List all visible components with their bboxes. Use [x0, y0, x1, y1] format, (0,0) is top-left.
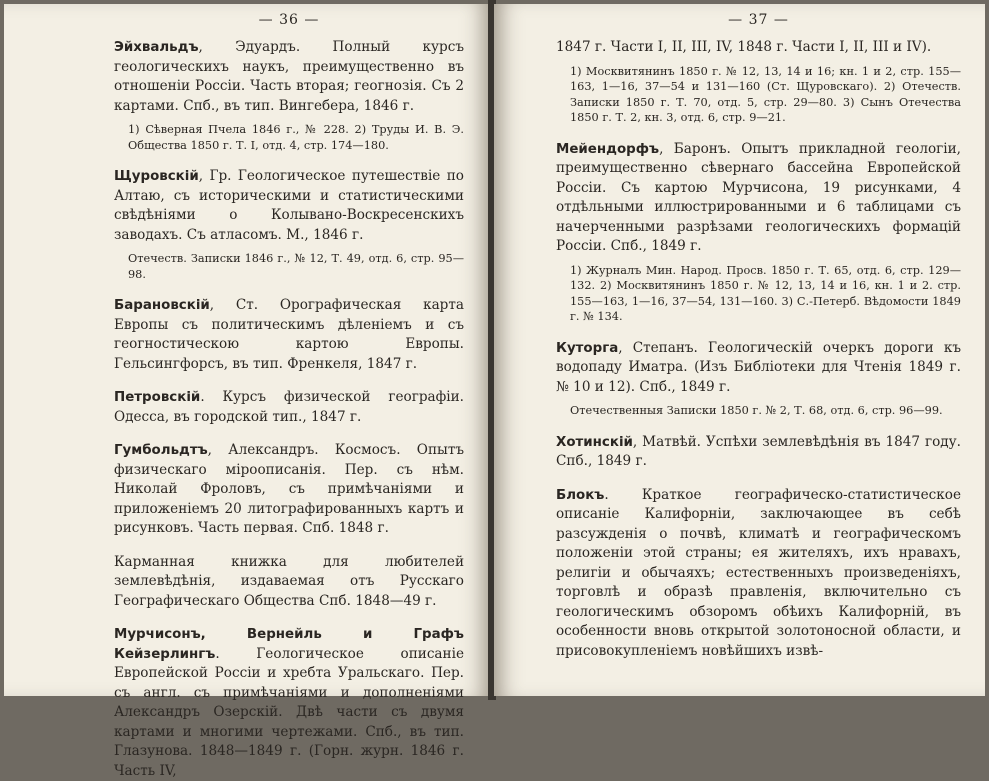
citation-note: [570, 263, 961, 325]
bibliography-entry: [556, 433, 961, 472]
entry-text: . Курсъ физической географіи. Одесса, въ городской тип., 1847 г.: [114, 389, 464, 425]
entry-text: , Ст. Орографическая карта Европы съ политическимъ дѣленіемъ и съ геогностическою картою Европы. Гельсингфорсъ, въ тип. Френкеля, 1847 г.: [114, 297, 464, 372]
entry-text: . Краткое географическо-статистическое описаніе Калифорніи, заключающее въ себѣ разсужденія о почвѣ, климатѣ и географическомъ положеніи этой страны; ея жителяхъ, ихъ нравахъ, религіи и обычаяхъ; естественныхъ произведеніяхъ, торговлѣ и образѣ правленія, включительно съ геологическимъ обзоромъ обѣихъ Калифорній, въ особенности вновь открытой золотоносной области, и присовокупленіемъ новѣйшихъ извѣ-: [556, 486, 961, 659]
bibliography-entry: [556, 486, 961, 662]
entry-text: 1847 г. Части I, II, III, IV, 1848 г. Части I, II, III и IV).: [556, 39, 932, 55]
author-name: Блокъ: [556, 487, 605, 503]
author-name: Мурчисонъ, Вернейль и Графъ Кейзерлингъ: [114, 627, 464, 662]
right-page-body: [556, 38, 961, 661]
left-page: [4, 4, 490, 779]
bibliography-entry: [556, 38, 961, 58]
citation-text: Отечеств. Записки 1846 г., № 12, Т. 49, отд. 6, стр. 95—98.: [128, 252, 464, 281]
citation-note: [128, 251, 464, 282]
author-name: Мейендорфъ: [556, 141, 660, 157]
citation-text: Отечественныя Записки 1850 г. № 2, Т. 68, отд. 6, стр. 96—99.: [570, 404, 943, 417]
citation-text: 1) Сѣверная Пчела 1846 г., № 228. 2) Труды И. В. Э. Общества 1850 г. Т. I, отд. 4, стр. 174—180.: [128, 123, 464, 152]
bibliography-entry: [114, 625, 464, 781]
citation-note: [570, 403, 961, 419]
entry-text: , Эдуардъ. Полный курсъ геологическихъ наукъ, преимущественно въ отношеніи Россіи. Часть вторая; геогнозія. Съ 2 картами. Спб., въ тип. Вингебера, 1846 г.: [114, 39, 464, 114]
bibliography-entry: [114, 167, 464, 245]
author-name: Куторга: [556, 340, 619, 356]
bibliography-entry: [114, 296, 464, 374]
entry-text: , Баронъ. Опытъ прикладной геологіи, преимущественно сѣвернаго бассейна Европейской Россіи. Съ картою Мурчисона, 19 рисунками, 4 отдѣльными иллюстрированными и 6 таблицами съ начерченными разрѣзами геологическихъ формацій Россіи. Спб., 1849 г.: [556, 140, 961, 254]
author-name: Эйхвальдъ: [114, 40, 199, 55]
entry-text: , Гр. Геологическое путешествіе по Алтаю, съ историческими и статистическими свѣдѣніями о Колывано-Воскресенскихъ заводахъ. Съ атласомъ. М., 1846 г.: [114, 168, 464, 243]
citation-text: 1) Журналъ Мин. Народ. Просв. 1850 г. Т. 65, отд. 6, стр. 129—132. 2) Москвитянинъ 1850 г. № 12, 13, 14 и 16, кн. 1 и 2. стр. 155—163, 1—16, 37—54, 131—160. 3) С.-Петерб. Вѣдомости 1849 г. № 134.: [570, 263, 961, 323]
bibliography-entry: [556, 339, 961, 398]
author-name: Гумбольдтъ: [114, 443, 208, 458]
citation-text: 1) Москвитянинъ 1850 г. № 12, 13, 14 и 16; кн. 1 и 2, стр. 155—163, 1—16, 37—54 и 131—160 (Ст. Щуровскаго). 2) Отечеств. Записки 1850 г. Т. 70, отд. 5, стр. 29—80. 3) Сынъ Отечества 1850 г. Т. 2, кн. 3, отд. 6, стр. 9—21.: [570, 64, 961, 124]
entry-text: , Матвѣй. Успѣхи землевѣдѣнія въ 1847 году. Спб., 1849 г.: [556, 433, 961, 469]
citation-note: [570, 64, 961, 126]
left-page-body: [114, 38, 464, 781]
citation-note: [128, 122, 464, 153]
entry-text: , Александръ. Космосъ. Опытъ физическаго міроописанія. Пер. съ нѣм. Николай Фроловъ, съ примѣчаніями и приложеніемъ 20 литографированныхъ картъ и рисунковъ. Часть первая. Спб. 1848 г.: [114, 442, 464, 536]
bibliography-entry: [556, 140, 961, 257]
author-name: Петровскій: [114, 390, 201, 405]
bibliography-entry: [114, 553, 464, 612]
bibliography-entry: [114, 38, 464, 116]
right-page: [494, 4, 985, 696]
author-name: Барановскій: [114, 298, 210, 313]
entry-text: . Геологическое описаніе Европейской Россіи и хребта Уральскаго. Пер. съ англ. съ примѣчаніями и дополненіями Александръ Озерскій. Двѣ части съ двумя картами и многими чертежами. Спб., въ тип. Глазунова. 1848—1849 г. (Горн. журн. 1846 г. Часть IV,: [114, 645, 464, 779]
author-name: Щуровскій: [114, 169, 199, 184]
bibliography-entry: [114, 441, 464, 539]
page-number-right: — 37 —: [728, 12, 789, 28]
bibliography-entry: [114, 388, 464, 427]
page-number-left: — 36 —: [258, 12, 320, 28]
entry-text: Карманная книжка для любителей землевѣдѣнія, издаваемая отъ Русскаго Географическаго Общества Спб. 1848—49 г.: [114, 553, 464, 609]
entry-text: , Степанъ. Геологическій очеркъ дороги къ водопаду Иматра. (Изъ Библіотеки для Чтенія 1849 г. № 10 и 12). Спб., 1849 г.: [556, 339, 961, 395]
author-name: Хотинскій: [556, 434, 633, 450]
